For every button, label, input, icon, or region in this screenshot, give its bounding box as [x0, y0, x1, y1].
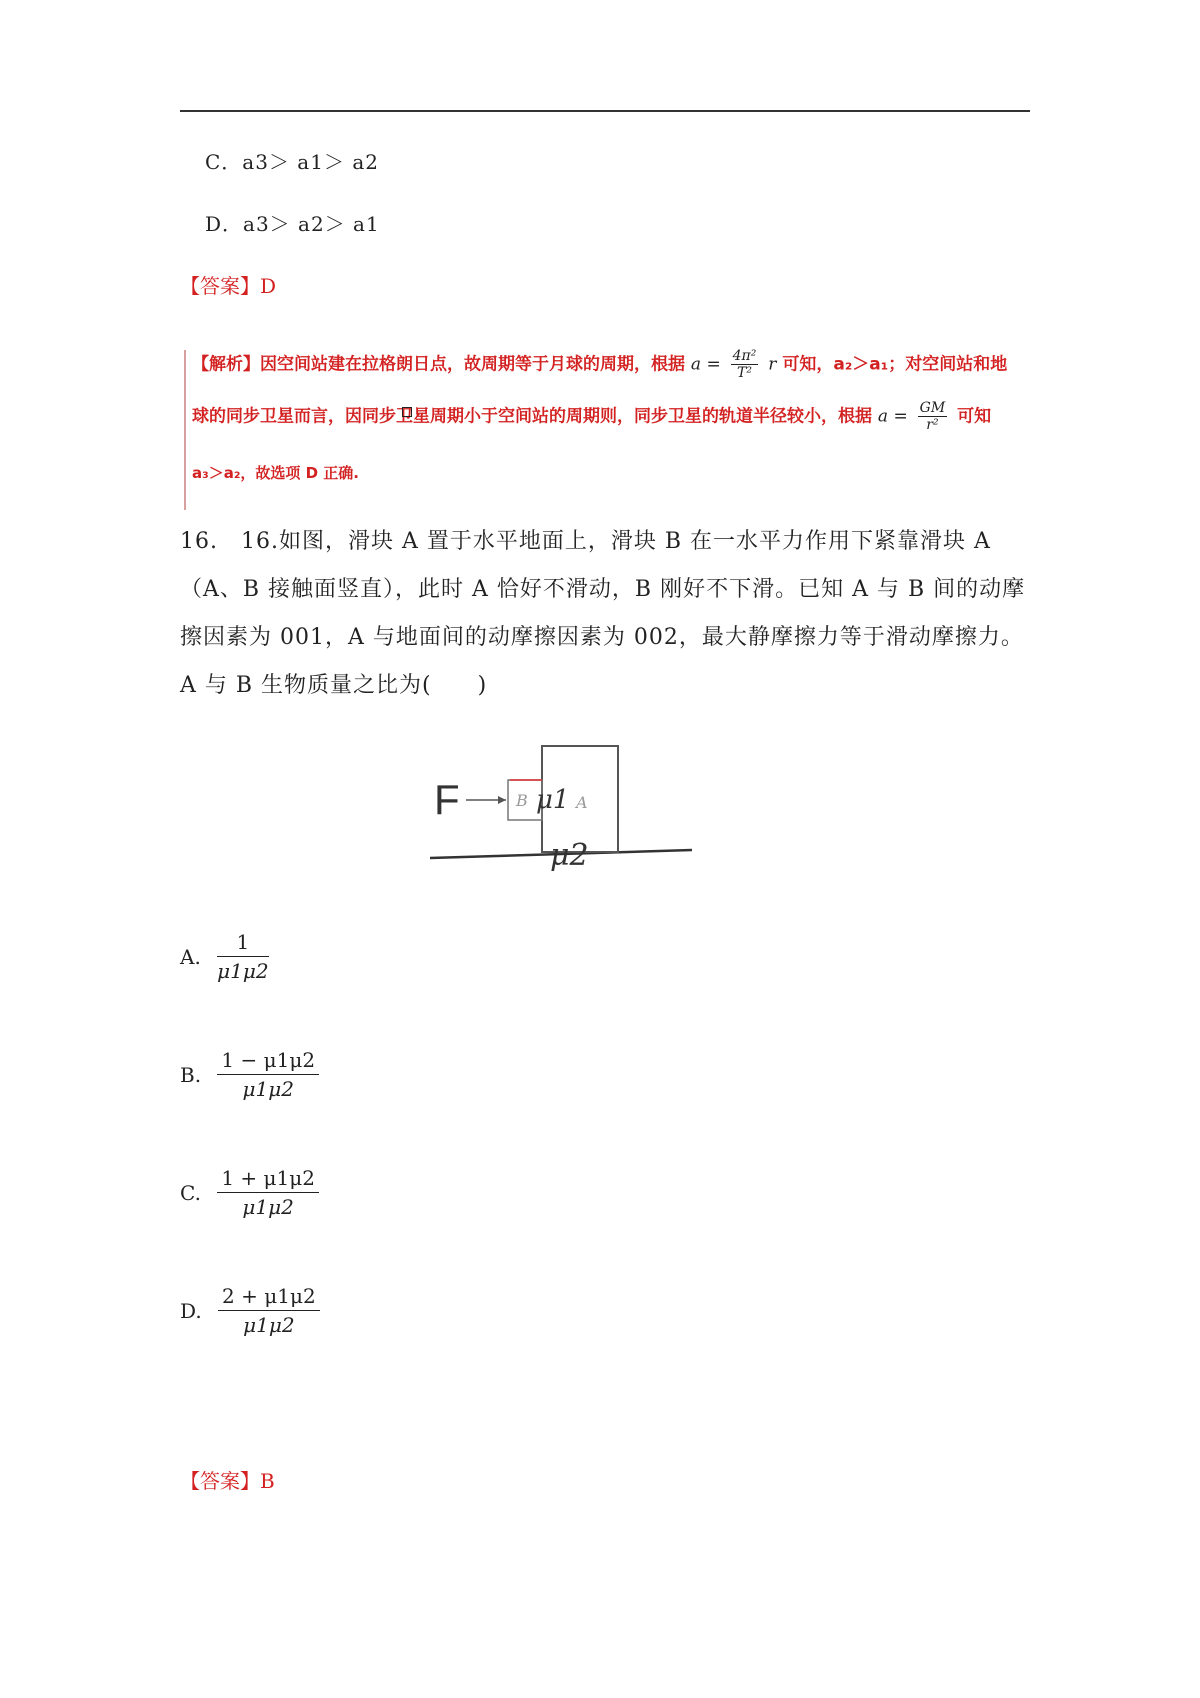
choice-a-den: μ1μ2 [217, 959, 269, 983]
choice-c-den: μ1μ2 [242, 1195, 294, 1219]
option-d-prev: D．a3＞ a2＞ a1 [205, 212, 380, 236]
placeholder-box-icon [402, 407, 412, 417]
choice-c-label: C. [180, 1180, 201, 1205]
choice-b-den: μ1μ2 [242, 1077, 294, 1101]
mu2-label: μ2 [550, 838, 589, 873]
choice-b-label: B. [180, 1062, 202, 1087]
choice-d-num: 2 + μ1μ2 [218, 1284, 320, 1311]
choice-b-num: 1 − μ1μ2 [217, 1048, 319, 1075]
arrow-head [498, 796, 506, 804]
choice-c-num: 1 + μ1μ2 [217, 1166, 319, 1193]
force-label: F [434, 776, 460, 823]
question-16-text: 16. 16.如图，滑块 A 置于水平地面上，滑块 B 在一水平力作用下紧靠滑块 A（A、B 接触面竖直），此时 A 恰好不滑动，B 刚好不下滑。已知 A 与 B 间的动摩擦因素为 001，A 与地面间的动摩擦因素为 002，最大静摩擦力等于滑动摩擦力。A 与 B 生物质量之比为( ) [180, 529, 1026, 698]
formula1-num: 4π² [732, 348, 757, 364]
choice-b-fraction [217, 1048, 319, 1101]
analysis-line2-b: 可知 [957, 406, 992, 427]
analysis-line-3: a₃＞a₂，故选项 D 正确. [192, 464, 359, 482]
analysis-line-1 [192, 348, 1007, 381]
block-diagram [430, 740, 760, 910]
answer-16: 【答案】B [180, 1469, 275, 1493]
analysis-line2-a: 球的同步卫星而言，因同步卫星周期小于空间站的周期则，同步卫星的轨道半径较小，根据 [192, 406, 872, 427]
choice-d[interactable] [180, 1284, 320, 1337]
a-symbol: a = [690, 354, 721, 375]
choice-b[interactable] [180, 1048, 319, 1101]
choice-a-label: A. [180, 944, 201, 969]
choice-a-num: 1 [217, 930, 268, 957]
a-symbol-2: a = [877, 406, 908, 427]
choice-d-label: D. [180, 1298, 202, 1323]
r-symbol: r [768, 354, 777, 375]
analysis-line1-b: 可知，a₂＞a₁；对空间站和地 [782, 354, 1008, 375]
choice-d-den: μ1μ2 [243, 1313, 295, 1337]
header-rule [180, 110, 1030, 112]
choice-c-fraction [217, 1166, 319, 1219]
choice-c[interactable] [180, 1166, 319, 1219]
choice-d-fraction [218, 1284, 320, 1337]
formula1-den: T² [737, 365, 752, 381]
choice-a-fraction [217, 930, 268, 983]
choice-a[interactable] [180, 930, 269, 983]
block-b-label: B [516, 791, 528, 810]
formula-gravity [918, 400, 948, 433]
mu1-label: μ1 [536, 785, 570, 815]
answer-prev: 【答案】D [180, 274, 277, 298]
option-c-prev: C．a3＞ a1＞ a2 [205, 150, 379, 174]
formula-centripetal [731, 348, 759, 381]
analysis-line-2 [192, 400, 991, 433]
analysis-line1-a: 【解析】因空间站建在拉格朗日点，故周期等于月球的周期，根据 [192, 354, 685, 375]
block-a-label: A [576, 793, 588, 812]
formula2-den: r² [926, 417, 939, 433]
analysis-box [184, 350, 1032, 510]
formula2-num: GM [919, 400, 946, 416]
